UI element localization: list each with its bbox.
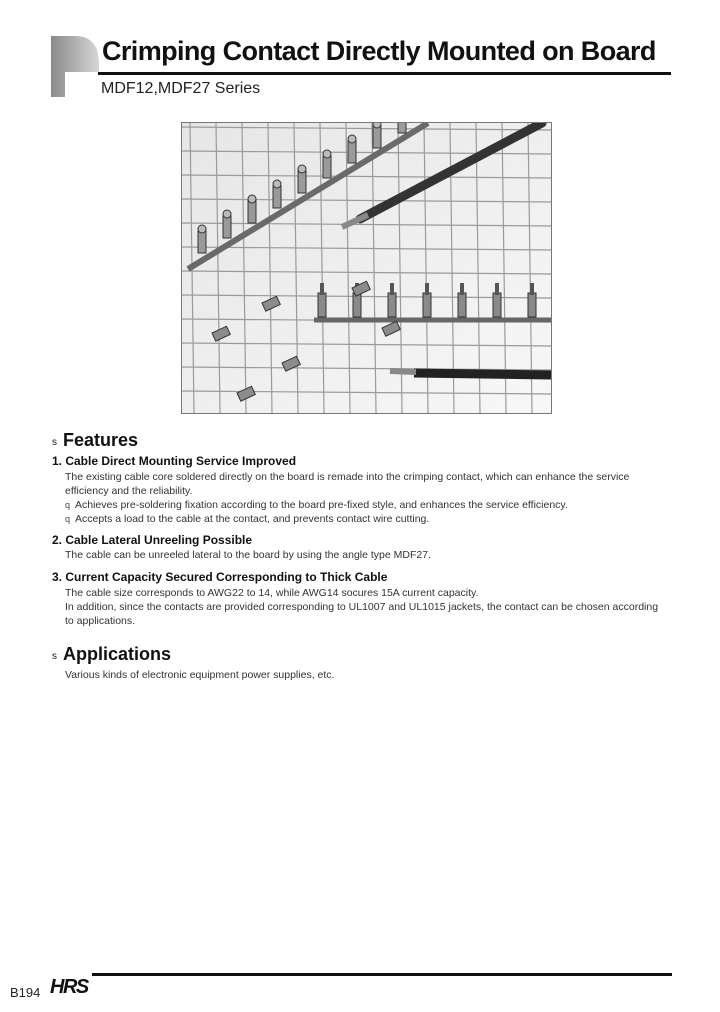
sub-bullet: q bbox=[65, 500, 71, 510]
hrs-logo: HRS bbox=[50, 976, 88, 998]
feature-1-text: The existing cable core soldered directly on the board is remade into the crimping contact, which can enhance the service efficiency and the reliability. bbox=[65, 471, 630, 497]
contact-pin bbox=[198, 231, 206, 253]
contact-pin bbox=[223, 216, 231, 238]
contact-head bbox=[348, 135, 356, 143]
contact-pin bbox=[273, 186, 281, 208]
contact-pin bbox=[353, 293, 361, 317]
contact-pin bbox=[398, 123, 406, 133]
contact-tip bbox=[460, 283, 464, 295]
feature-3-title: 3. Current Capacity Secured Corresponding to Thick Cable bbox=[52, 570, 388, 584]
contact-pin bbox=[373, 126, 381, 148]
page-title: Crimping Contact Directly Mounted on Board bbox=[102, 36, 656, 66]
header-tab-graphic bbox=[51, 36, 101, 97]
contact-pin bbox=[298, 171, 306, 193]
applications-bullet: s bbox=[52, 651, 57, 662]
contact-head bbox=[223, 210, 231, 218]
contact-head bbox=[248, 195, 256, 203]
contact-pin bbox=[458, 293, 466, 317]
features-heading bbox=[52, 430, 138, 451]
contact-pin bbox=[248, 201, 256, 223]
product-photo bbox=[181, 122, 552, 414]
contact-head bbox=[298, 165, 306, 173]
contact-head bbox=[373, 123, 381, 128]
contact-tip bbox=[390, 283, 394, 295]
feature-1-title: 1. Cable Direct Mounting Service Improved bbox=[52, 454, 297, 468]
contact-head bbox=[198, 225, 206, 233]
contact-tip bbox=[425, 283, 429, 295]
series-subtitle: MDF12,MDF27 Series bbox=[101, 80, 261, 97]
feature-1-sub-1-text: Achieves pre-soldering fixation according to the board pre-fixed style, and enhances the service efficiency. bbox=[75, 499, 568, 511]
feature-3-text-2: In addition, since the contacts are provided corresponding to UL1007 and UL1015 jackets, the contact can be chosen according to applications. bbox=[65, 601, 659, 627]
features-heading-text: Features bbox=[63, 430, 139, 450]
feature-1-body bbox=[65, 470, 665, 526]
page-number: B194 bbox=[10, 985, 41, 1000]
contact-pin bbox=[388, 293, 396, 317]
feature-1-sub-1 bbox=[65, 498, 665, 512]
contact-pin bbox=[528, 293, 536, 317]
contact-tip bbox=[495, 283, 499, 295]
applications-heading-text: Applications bbox=[63, 644, 172, 664]
contact-tip bbox=[320, 283, 324, 295]
contact-pin bbox=[348, 141, 356, 163]
features-bullet: s bbox=[52, 437, 57, 448]
contact-head bbox=[323, 150, 331, 158]
applications-text: Various kinds of electronic equipment power supplies, etc. bbox=[65, 669, 335, 681]
feature-3-text: The cable size corresponds to AWG22 to 14, while AWG14 socures 15A current capacity. bbox=[65, 587, 479, 599]
sub-bullet: q bbox=[65, 514, 71, 524]
contact-head bbox=[273, 180, 281, 188]
feature-3-body bbox=[65, 586, 665, 628]
applications-heading bbox=[52, 644, 171, 665]
feature-2-body: The cable can be unreeled lateral to the board by using the angle type MDF27. bbox=[65, 549, 431, 561]
footer-rule bbox=[92, 973, 672, 976]
contact-tip bbox=[530, 283, 534, 295]
contact-pin bbox=[323, 156, 331, 178]
title-rule bbox=[98, 72, 671, 75]
contact-pin bbox=[493, 293, 501, 317]
contact-pin bbox=[423, 293, 431, 317]
feature-1-sub-2 bbox=[65, 512, 665, 526]
feature-2-title: 2. Cable Lateral Unreeling Possible bbox=[52, 533, 253, 547]
contact-pin bbox=[318, 293, 326, 317]
feature-1-sub-2-text: Accepts a load to the cable at the contact, and prevents contact wire cutting. bbox=[75, 513, 430, 525]
